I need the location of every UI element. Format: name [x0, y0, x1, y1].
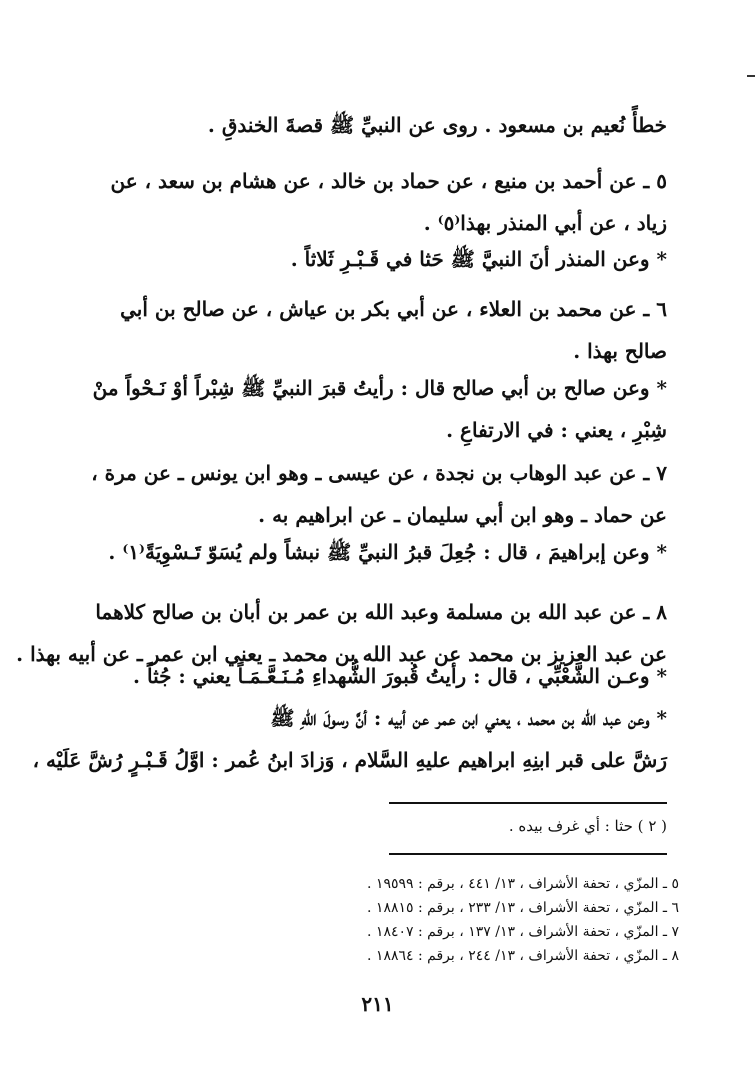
text-line: عن عبد العزيز بن محمد عن عبد الله بن محمد ـ يعني ابن عمر ـ عن أبيه بهذا . [16, 642, 667, 666]
page-edge-mark [747, 75, 755, 77]
text-line: خطأً نُعيم بن مسعود . روى عن النبيِّ ﷺ قصةَ الخندقِ . [207, 113, 667, 137]
text-line: رَشَّ على قبر ابنِهِ ابراهيم عليهِ السَّلام ، وَزادَ ابنُ عُمر : اوَّلُ قَـبْـرٍ رُشَّ عَلَيْه ، [32, 748, 667, 772]
reference-item: ٧ ـ المزّي ، تحفة الأشراف ، ١٣/ ١٣٧ ، برقم : ١٨٤٠٧ . [367, 924, 679, 940]
hadith-6-text [77, 367, 667, 451]
page-number: ٢١١ [361, 992, 394, 1016]
reference-item: ٥ ـ المزّي ، تحفة الأشراف ، ١٣/ ٤٤١ ، برقم : ١٩٥٩٩ . [367, 876, 679, 892]
text-line: * وعـن الشَّعْبِّي ، قال : رأيتُ قُبورَ الشُّهداءِ مُـنَـعَّـمَـاً يعني : جُثاً . [133, 664, 667, 688]
reference-item: ٦ ـ المزّي ، تحفة الأشراف ، ١٣/ ٢٣٣ ، برقم : ١٨٨١٥ . [367, 900, 679, 916]
hadith-5-text [77, 238, 667, 280]
text-line: ٨ ـ عن عبد الله بن مسلمة وعبد الله بن عمر بن أبان بن صالح كلاهما [95, 600, 667, 624]
text-line: * وعن صالح بن أبي صالح قال : رأيتُ قبرَ النبيِّ ﷺ شِبْراً أوْ نَـحْواً منْ [92, 376, 667, 400]
references-divider [389, 853, 667, 855]
footnote: ( ٢ ) حثا : أي غرف بيده . [508, 817, 667, 835]
hadith-7 [77, 452, 667, 536]
hadith-8-text-a [77, 655, 667, 697]
text-line: * وعن المنذر أنَ النبيَّ ﷺ حَثا في قَـبْـرِ ثَلاثاً . [290, 247, 667, 271]
hadith-6 [77, 288, 667, 372]
text-line: ٦ ـ عن محمد بن العلاء ، عن أبي بكر بن عياش ، عن صالح بن أبي [120, 297, 667, 321]
hadith-5 [77, 160, 667, 244]
references-list [79, 872, 679, 968]
text-line: ٧ ـ عن عبد الوهاب بن نجدة ، عن عيسى ـ وهو ابن يونس ـ عن مرة ، [91, 461, 667, 485]
text-line: ٥ ـ عن أحمد بن منيع ، عن حماد بن خالد ، عن هشام بن سعد ، عن [110, 169, 667, 193]
text-line: * وعن إبراهيمَ ، قال : جُعِلَ قبرُ النبيِّ ﷺ نبشاً ولم يُسَوّ تَـسْوِيَةً⁽١⁾ . [108, 540, 667, 564]
text-line: عن حماد ـ وهو ابن أبي سليمان ـ عن ابراهيم به . [258, 503, 667, 527]
footnote-divider [389, 802, 667, 804]
hadith-8-text-b [32, 697, 667, 781]
text-line: زياد ، عن أبي المنذر بهذا⁽٥⁾ . [423, 211, 667, 235]
reference-item: ٨ ـ المزّي ، تحفة الأشراف ، ١٣/ ٢٤٤ ، برقم : ١٨٨٦٤ . [367, 948, 679, 964]
text-line: شِبْرِ ، يعني : في الارتفاعِ . [446, 418, 667, 442]
hadith-7-text [77, 531, 667, 573]
text-line: صالح بهذا . [573, 339, 667, 363]
paragraph-1 [77, 104, 667, 146]
text-line: * وعن عبد الله بن محمد ، يعني ابن عمر عن أبيه : أنَّ رسولَ اللهِ ﷺ [270, 706, 667, 730]
